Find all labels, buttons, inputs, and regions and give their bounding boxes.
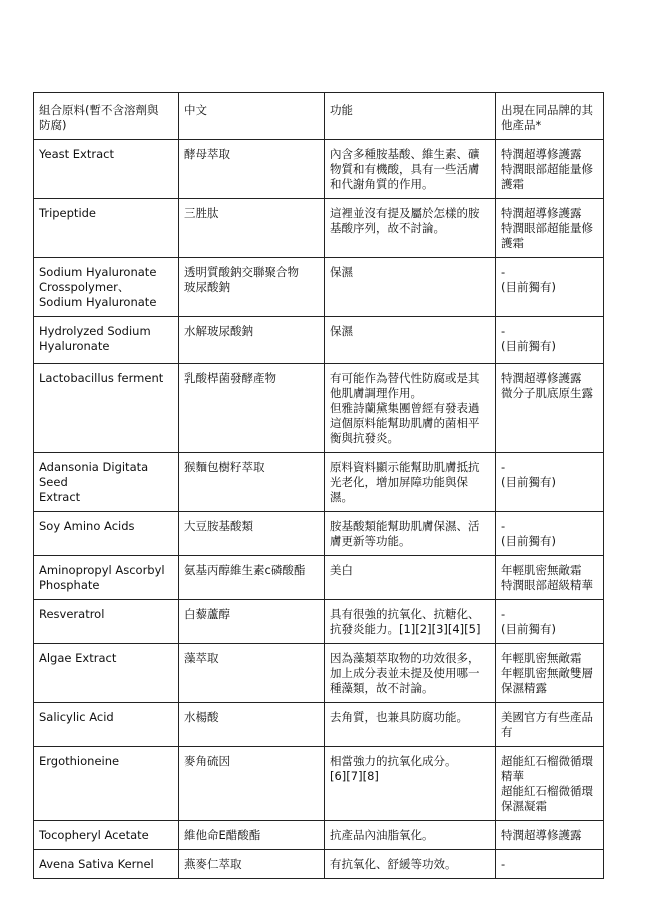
other-products-cell: 年輕肌密無敵霜 年輕肌密無敵雙層 保濕精露 <box>496 644 604 703</box>
ingredient-cell: Lactobacillus ferment <box>34 364 179 453</box>
other-products-cell: - (目前獨有) <box>496 453 604 512</box>
chinese-name-cell: 水楊酸 <box>179 703 325 747</box>
chinese-name-cell: 燕麥仁萃取 <box>179 850 325 879</box>
table-row <box>34 199 604 258</box>
ingredient-cell: Sodium Hyaluronate Crosspolymer、 Sodium Hyaluronate <box>34 258 179 317</box>
function-cell: 抗產品內油脂氧化。 <box>325 821 496 850</box>
function-cell: 具有很強的抗氧化、抗糖化、 抗發炎能力。[1][2][3][4][5] <box>325 600 496 644</box>
header-other-products: 出現在同品牌的其 他產品* <box>496 93 604 140</box>
chinese-name-cell: 氨基丙醇維生素c磷酸酯 <box>179 556 325 600</box>
header-chinese-name: 中文 <box>179 93 325 140</box>
ingredient-cell: Resveratrol <box>34 600 179 644</box>
other-products-cell: - (目前獨有) <box>496 512 604 556</box>
chinese-name-cell: 藻萃取 <box>179 644 325 703</box>
other-products-cell: 特潤超導修護露 微分子肌底原生露 <box>496 364 604 453</box>
other-products-cell: - (目前獨有) <box>496 258 604 317</box>
chinese-name-cell: 麥角硫因 <box>179 747 325 821</box>
ingredient-cell: Yeast Extract <box>34 140 179 199</box>
other-products-cell: - (目前獨有) <box>496 317 604 364</box>
ingredient-cell: Algae Extract <box>34 644 179 703</box>
ingredient-cell: Aminopropyl Ascorbyl Phosphate <box>34 556 179 600</box>
ingredient-table <box>33 92 604 879</box>
chinese-name-cell: 乳酸桿菌發酵產物 <box>179 364 325 453</box>
table-row <box>34 821 604 850</box>
chinese-name-cell: 維他命E醋酸酯 <box>179 821 325 850</box>
ingredient-cell: Tocopheryl Acetate <box>34 821 179 850</box>
chinese-name-cell: 酵母萃取 <box>179 140 325 199</box>
chinese-name-cell: 三胜肽 <box>179 199 325 258</box>
other-products-cell: 特潤超導修護露 特潤眼部超能量修 護霜 <box>496 140 604 199</box>
function-cell: 相當強力的抗氧化成分。 [6][7][8] <box>325 747 496 821</box>
function-cell: 美白 <box>325 556 496 600</box>
table-row <box>34 556 604 600</box>
function-cell: 胺基酸類能幫助肌膚保濕、活 膚更新等功能。 <box>325 512 496 556</box>
ingredient-cell: Hydrolyzed Sodium Hyaluronate <box>34 317 179 364</box>
table-row <box>34 644 604 703</box>
other-products-cell: 年輕肌密無敵霜 特潤眼部超級精華 <box>496 556 604 600</box>
table-row <box>34 850 604 879</box>
table-row <box>34 600 604 644</box>
function-cell: 有抗氧化、舒緩等功效。 <box>325 850 496 879</box>
table-row <box>34 747 604 821</box>
header-function: 功能 <box>325 93 496 140</box>
ingredient-cell: Ergothioneine <box>34 747 179 821</box>
table-row <box>34 317 604 364</box>
function-cell: 保濕 <box>325 317 496 364</box>
table-row <box>34 453 604 512</box>
other-products-cell: 超能紅石榴微循環 精華 超能紅石榴微循環 保濕凝霜 <box>496 747 604 821</box>
table-header-row <box>34 93 604 140</box>
ingredient-cell: Avena Sativa Kernel <box>34 850 179 879</box>
function-cell: 保濕 <box>325 258 496 317</box>
chinese-name-cell: 大豆胺基酸類 <box>179 512 325 556</box>
function-cell: 原料資料顯示能幫助肌膚抵抗 光老化，增加屏障功能與保 濕。 <box>325 453 496 512</box>
header-ingredient: 組合原料(暫不含溶劑與 防腐) <box>34 93 179 140</box>
chinese-name-cell: 猴麵包樹籽萃取 <box>179 453 325 512</box>
other-products-cell: - <box>496 850 604 879</box>
function-cell: 有可能作為替代性防腐或是其 他肌膚調理作用。 但雅詩蘭黛集團曾經有發表過 這個原料能幫助肌膚的菌相平 衡與抗發炎。 <box>325 364 496 453</box>
ingredient-cell: Adansonia Digitata Seed Extract <box>34 453 179 512</box>
table-row <box>34 512 604 556</box>
other-products-cell: 美國官方有些產品 有 <box>496 703 604 747</box>
function-cell: 去角質，也兼具防腐功能。 <box>325 703 496 747</box>
ingredient-cell: Tripeptide <box>34 199 179 258</box>
ingredient-cell: Soy Amino Acids <box>34 512 179 556</box>
chinese-name-cell: 白藜蘆醇 <box>179 600 325 644</box>
other-products-cell: 特潤超導修護露 特潤眼部超能量修 護霜 <box>496 199 604 258</box>
other-products-cell: - (目前獨有) <box>496 600 604 644</box>
ingredient-cell: Salicylic Acid <box>34 703 179 747</box>
table-row <box>34 703 604 747</box>
table-row <box>34 140 604 199</box>
function-cell: 因為藻類萃取物的功效很多， 加上成分表並未提及使用哪一 種藻類，故不討論。 <box>325 644 496 703</box>
other-products-cell: 特潤超導修護露 <box>496 821 604 850</box>
table-row <box>34 258 604 317</box>
table-row <box>34 364 604 453</box>
function-cell: 內含多種胺基酸、維生素、礦 物質和有機酸，具有一些活膚 和代謝角質的作用。 <box>325 140 496 199</box>
chinese-name-cell: 透明質酸鈉交聯聚合物 玻尿酸鈉 <box>179 258 325 317</box>
chinese-name-cell: 水解玻尿酸鈉 <box>179 317 325 364</box>
function-cell: 這裡並沒有提及屬於怎樣的胺 基酸序列，故不討論。 <box>325 199 496 258</box>
